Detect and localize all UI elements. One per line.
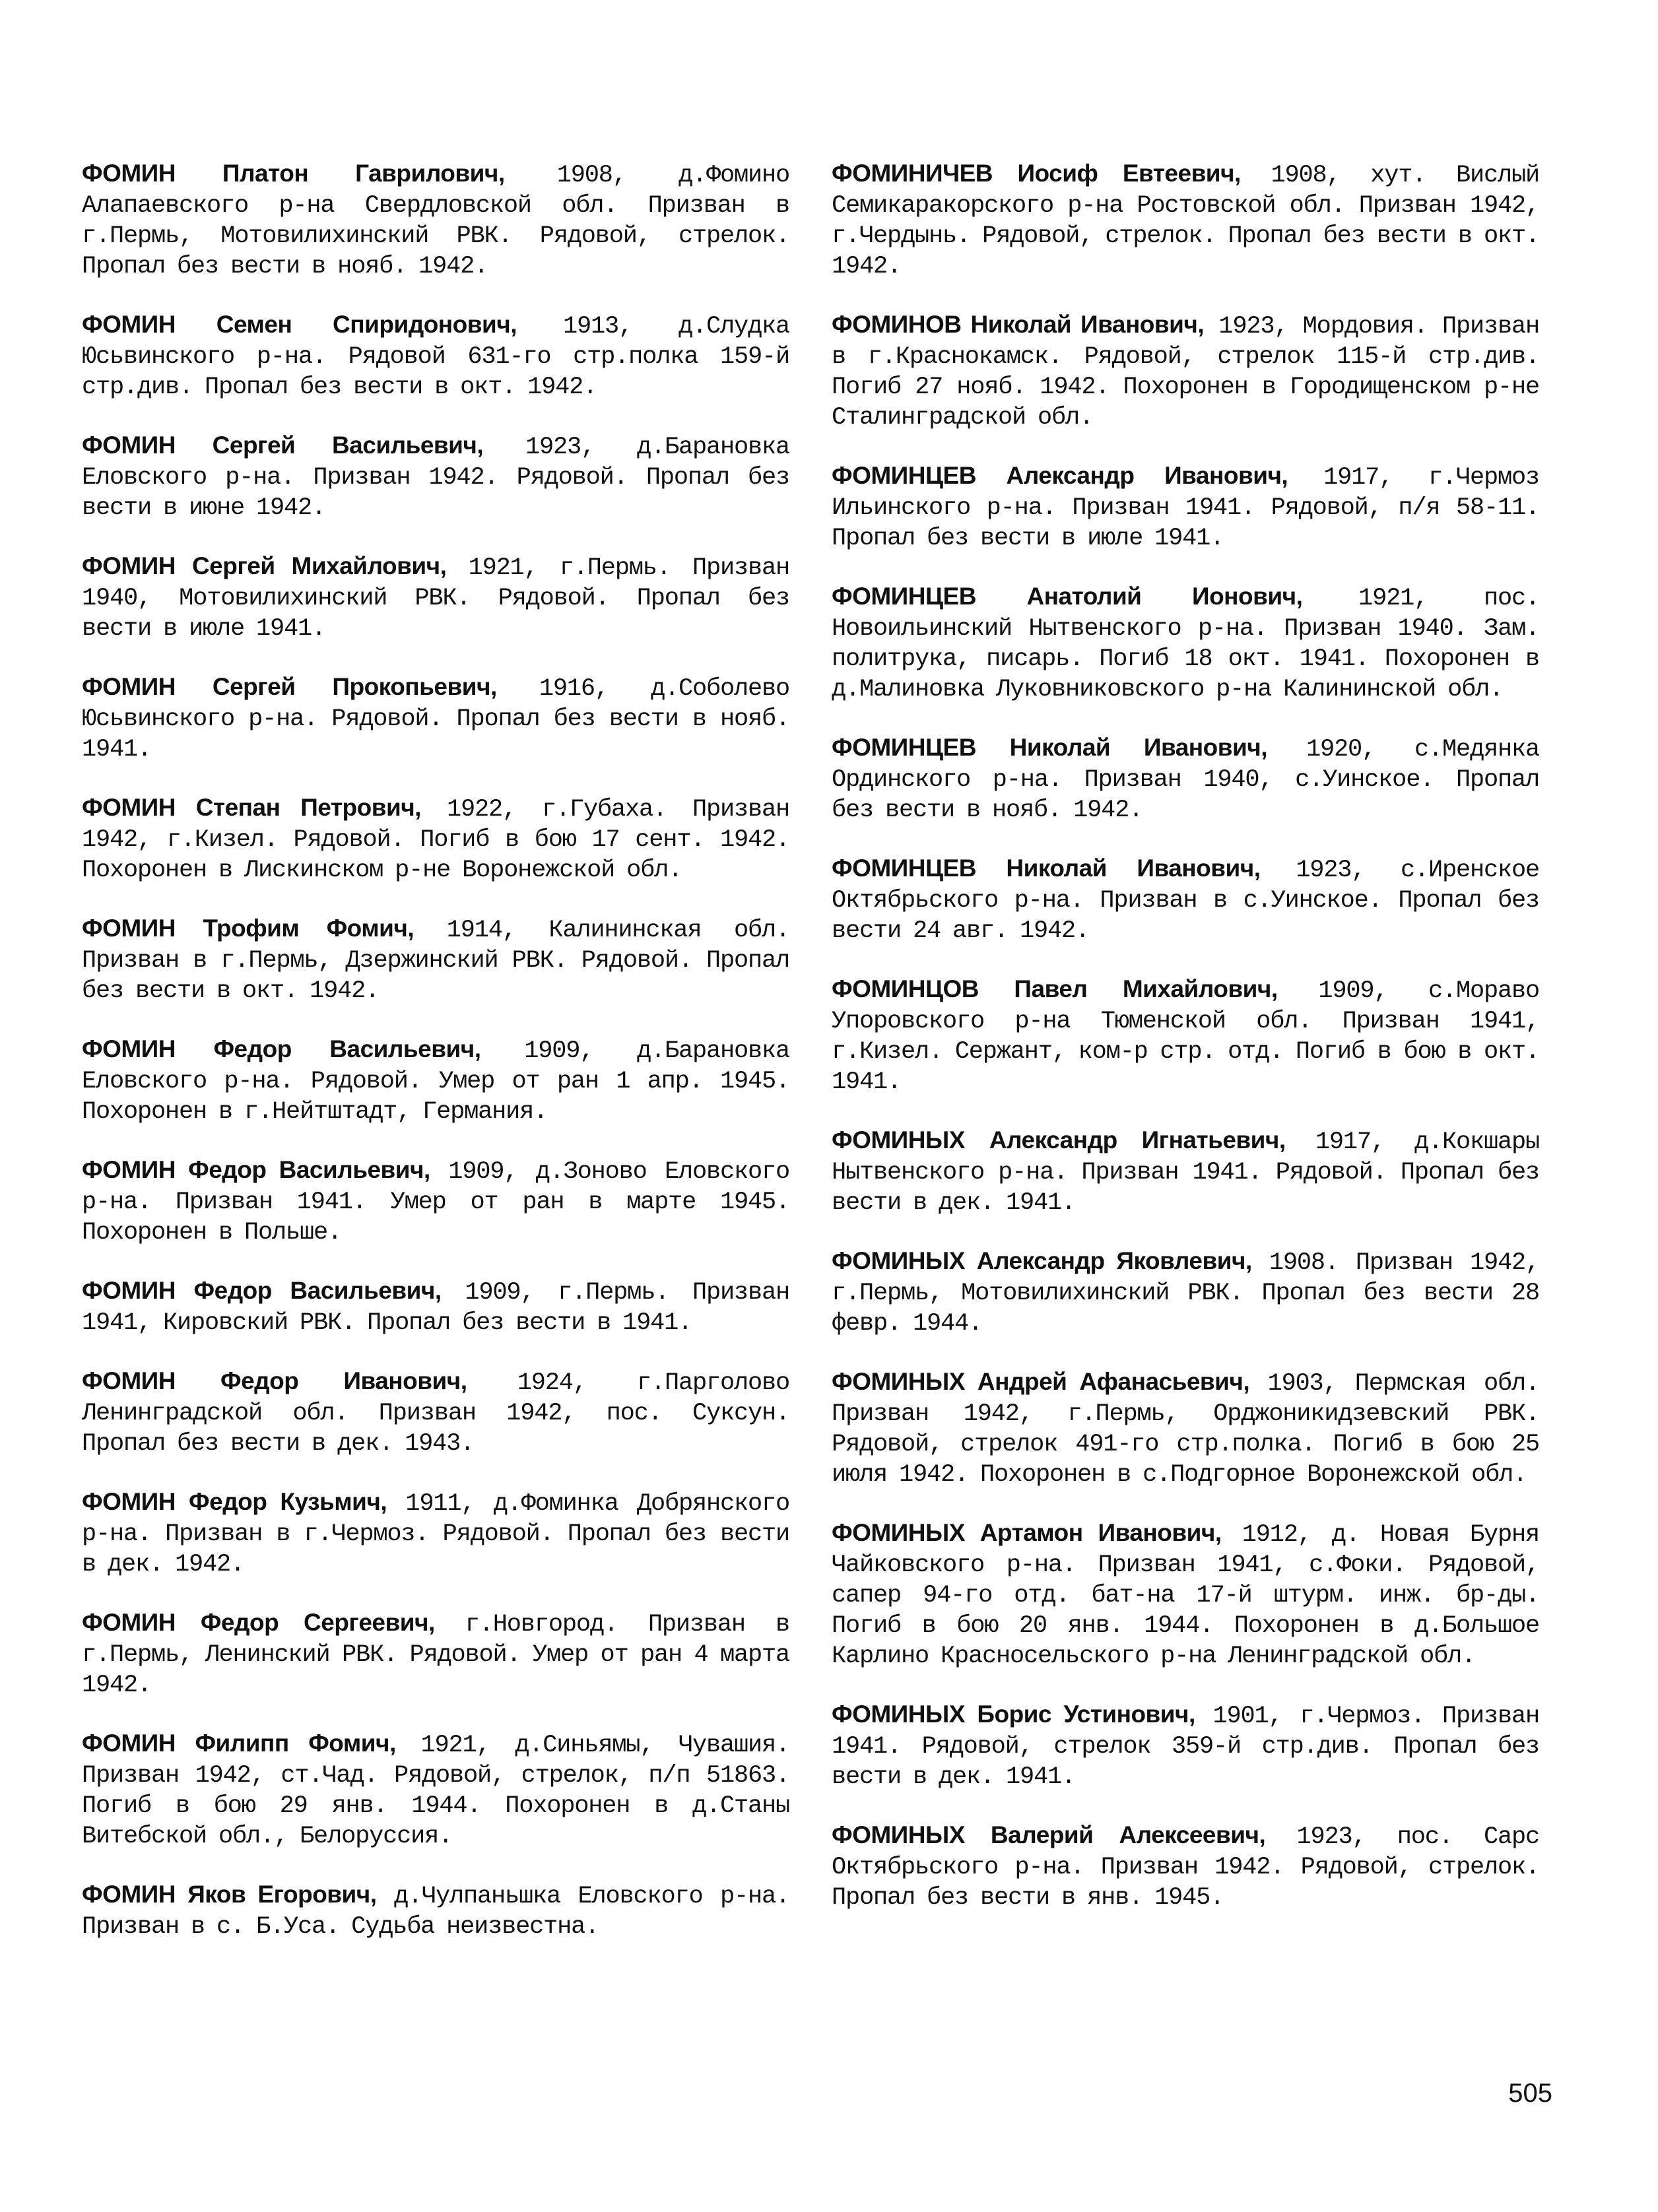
entry-text: 1908. Призван 1942, г.Пермь, Мотовилихинский РВК. Пропал без вести 28 февр. 1944. — [832, 1249, 1539, 1338]
entry-name: ФОМИНЦОВ Павел Михайлович, — [832, 975, 1278, 1002]
entry-name: ФОМИНЫХ Андрей Афанасьевич, — [832, 1368, 1250, 1395]
entry — [82, 1366, 789, 1459]
entry — [82, 913, 789, 1006]
entry-name: ФОМИН Платон Гаврилович, — [82, 160, 505, 187]
entry-text: 1917, д.Кокшары Нытвенского р-на. Призван 1941. Рядовой. Пропал без вести в дек. 1941. — [832, 1128, 1539, 1217]
entry — [82, 309, 789, 403]
entry — [82, 1608, 789, 1701]
entry-text: 1923, с.Иренское Октябрьского р-на. Призван в с.Уинское. Пропал без вести 24 авг. 1942. — [832, 857, 1539, 945]
entry — [82, 1155, 789, 1248]
entry — [82, 430, 789, 523]
entry-name: ФОМИН Сергей Васильевич, — [82, 432, 484, 459]
entry-name: ФОМИНЫХ Валерий Алексеевич, — [832, 1821, 1266, 1848]
entry-text: 1916, д.Соболево Юсьвинского р-на. Рядовой. Пропал без вести в нояб. 1941. — [82, 675, 789, 764]
entry — [832, 732, 1539, 826]
entry-name: ФОМИНИЧЕВ Иосиф Евтеевич, — [832, 160, 1241, 187]
entry-text: 1921, д.Синьямы, Чувашия. Призван 1942, ст.Чад. Рядовой, стрелок, п/п 51863. Погиб в бою 29 янв. 1944. Похоронен в д.Станы Витебской обл., Белоруссия. — [82, 1732, 789, 1850]
entry-text: 1909, д.Барановка Еловского р-на. Рядовой. Умер от ран 1 апр. 1945. Похоронен в г.Нейтштадт, Германия. — [82, 1037, 789, 1126]
entry-name: ФОМИНЦЕВ Александр Иванович, — [832, 462, 1288, 489]
entry-text: 1908, хут. Вислый Семикаракорского р-на Ростовской обл. Призван 1942, г.Чердынь. Рядовой, стрелок. Пропал без вести в окт. 1942. — [832, 162, 1540, 280]
entry-name: ФОМИН Федор Васильевич, — [82, 1156, 430, 1183]
entry — [832, 1367, 1539, 1490]
entry-text: 1901, г.Чермоз. Призван 1941. Рядовой, стрелок 359-й стр.див. Пропал без вести в дек. 1941. — [832, 1703, 1539, 1791]
entry — [82, 793, 789, 886]
entry-text: 1923, д.Барановка Еловского р-на. Призван 1942. Рядовой. Пропал без вести в июне 1942. — [82, 434, 789, 522]
entry-text: 1909, с.Мораво Упоровского р-на Тюменской обл. Призван 1941, г.Кизел. Сержант, ком-р стр. отд. Погиб в бою в окт. 1941. — [832, 977, 1539, 1096]
entry-text: 1909, д.Зоново Еловского р-на. Призван 1941. Умер от ран в марте 1945. Похоронен в Польше. — [82, 1158, 790, 1247]
entry-text: 1923, пос. Сарс Октябрьского р-на. Призван 1942. Рядовой, стрелок. Пропал без вести в янв. 1945. — [832, 1823, 1539, 1912]
entry — [82, 1879, 789, 1942]
entry-name: ФОМИНЫХ Александр Яковлевич, — [832, 1247, 1252, 1274]
entry-text: 1921, г.Пермь. Призван 1940, Мотовилихинский РВК. Рядовой. Пропал без вести в июле 1941. — [82, 554, 789, 643]
entry-text: 1921, пос. Новоильинский Нытвенского р-на. Призван 1940. Зам. политрука, писарь. Погиб 18 окт. 1941. Похоронен в д.Малиновка Луковниковского р-на Калининской обл. — [832, 585, 1539, 703]
entry — [82, 1276, 789, 1338]
entry-name: ФОМИН Федор Сергеевич, — [82, 1609, 435, 1636]
entry-name: ФОМИНЫХ Артамон Иванович, — [832, 1519, 1222, 1546]
entry — [832, 1820, 1539, 1913]
entry-name: ФОМИН Федор Васильевич, — [82, 1277, 442, 1304]
entry — [832, 581, 1539, 705]
entry-text: 1903, Пермская обл. Призван 1942, г.Пермь, Орджоникидзевский РВК. Рядовой, стрелок 491-го стр.полка. Погиб в бою 25 июля 1942. Похоронен в с.Подгорное Воронежской обл. — [832, 1370, 1539, 1489]
entry — [832, 158, 1539, 282]
entry-text: д.Чулпаньшка Еловского р-на. Призван в с. Б.Уса. Судьба неизвестна. — [82, 1883, 789, 1941]
entry-text: 1908, д.Фомино Алапаевского р-на Свердловской обл. Призван в г.Пермь, Мотовилихинский РВК. Рядовой, стрелок. Пропал без вести в нояб. 1942. — [82, 162, 789, 280]
entry — [82, 672, 789, 765]
entry-text: 1924, г.Парголово Ленинградской обл. Призван 1942, пос. Суксун. Пропал без вести в дек. 1943. — [82, 1369, 790, 1458]
entry-text: 1917, г.Чермоз Ильинского р-на. Призван 1941. Рядовой, п/я 58-11. Пропал без вести в июле 1941. — [832, 464, 1539, 552]
entry-name: ФОМИНЦЕВ Николай Иванович, — [832, 734, 1268, 761]
entry-text: 1914, Калининская обл. Призван в г.Пермь, Дзержинский РВК. Рядовой. Пропал без вести в окт. 1942. — [82, 917, 789, 1005]
entry-name: ФОМИНЫХ Борис Устинович, — [832, 1701, 1195, 1728]
entry-name: ФОМИН Филипп Фомич, — [82, 1730, 396, 1757]
entry-name: ФОМИН Сергей Прокопьевич, — [82, 673, 497, 700]
entry-name: ФОМИН Федор Иванович, — [82, 1367, 467, 1394]
entry-text: 1913, д.Слудка Юсьвинского р-на. Рядовой 631-го стр.полка 159-й стр.див. Пропал без вести в окт. 1942. — [82, 313, 789, 401]
left-column — [82, 158, 789, 1970]
entry-name: ФОМИН Федор Кузьмич, — [82, 1488, 387, 1515]
entry-name: ФОМИН Трофим Фомич, — [82, 915, 414, 942]
entry — [82, 1728, 789, 1852]
entry-name: ФОМИН Сергей Михайлович, — [82, 552, 447, 579]
entry — [82, 1034, 789, 1127]
entry — [82, 551, 789, 644]
entry — [82, 158, 789, 282]
entry-text: 1923, Мордовия. Призван в г.Краснокамск. Рядовой, стрелок 115-й стр.див. Погиб 27 нояб. 1942. Похоронен в Городищенском р-не Сталинградской обл. — [832, 313, 1539, 432]
entry — [832, 309, 1539, 433]
entry-text: г.Новгород. Призван в г.Пермь, Ленинский РВК. Рядовой. Умер от ран 4 марта 1942. — [82, 1611, 789, 1699]
entry — [832, 853, 1539, 946]
entry — [82, 1487, 789, 1580]
entry-text: 1909, г.Пермь. Призван 1941, Кировский РВК. Пропал без вести в 1941. — [82, 1279, 789, 1337]
entry — [832, 1125, 1539, 1218]
entry — [832, 1699, 1539, 1792]
entry — [832, 1518, 1539, 1672]
entry-text: 1922, г.Губаха. Призван 1942, г.Кизел. Рядовой. Погиб в бою 17 сент. 1942. Похоронен в Лискинском р-не Воронежской обл. — [82, 796, 789, 884]
entry-text: 1920, с.Медянка Ординского р-на. Призван 1940, с.Уинское. Пропал без вести в нояб. 1942. — [832, 736, 1539, 824]
page-number: 505 — [1508, 2079, 1552, 2108]
entry-name: ФОМИН Федор Васильевич, — [82, 1035, 481, 1062]
entry-text: 1911, д.Фоминка Добрянского р-на. Призван в г.Чермоз. Рядовой. Пропал без вести в дек. 1942. — [82, 1490, 789, 1578]
entry — [832, 974, 1539, 1097]
entry-name: ФОМИН Яков Егорович, — [82, 1881, 377, 1908]
entry — [832, 1246, 1539, 1339]
entry — [832, 461, 1539, 554]
entry-name: ФОМИН Семен Спиридонович, — [82, 311, 517, 338]
entry-name: ФОМИН Степан Петрович, — [82, 794, 421, 821]
right-column — [832, 158, 1539, 1941]
entry-name: ФОМИНЫХ Александр Игнатьевич, — [832, 1126, 1286, 1154]
entry-name: ФОМИНЦЕВ Анатолий Ионович, — [832, 583, 1303, 610]
entry-name: ФОМИНЦЕВ Николай Иванович, — [832, 855, 1261, 882]
entry-name: ФОМИНОВ Николай Иванович, — [832, 311, 1205, 338]
entry-text: 1912, д. Новая Бурня Чайковского р-на. Призван 1941, с.Фоки. Рядовой, сапер 94-го отд. бат-на 17-й штурм. инж. бр-ды. Погиб в бою 20 янв. 1944. Похоронен в д.Большое Карлино Красносельского р-на Ленинградской обл. — [832, 1521, 1540, 1670]
